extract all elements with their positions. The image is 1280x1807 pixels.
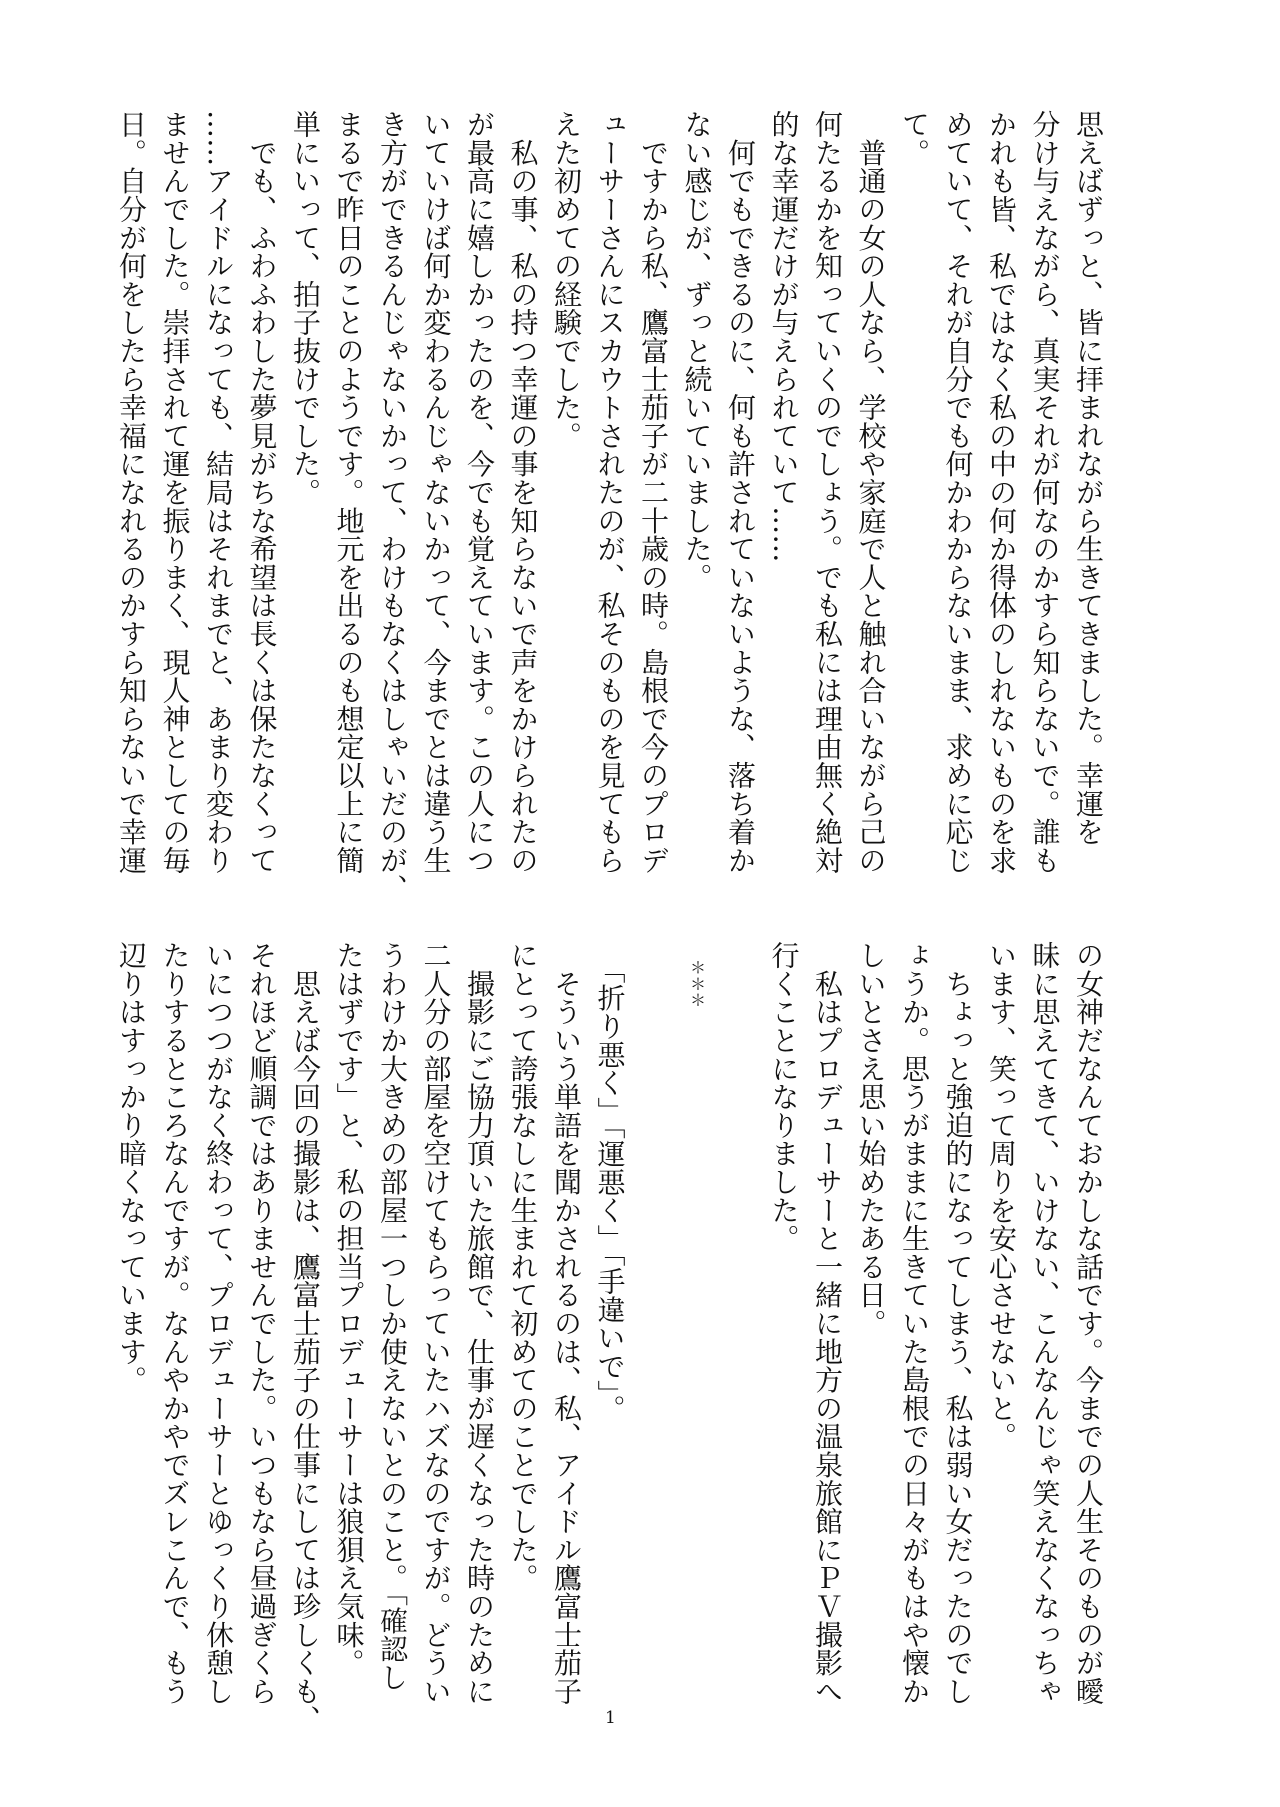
text-line: うわけか大きめの部屋一つしか使えないとのこと。「確認し [376, 941, 409, 1692]
text-line: 日。自分が何をしたら幸福になれるのかすら知らないで幸運 [115, 110, 148, 875]
text-line: 何でもできるのに、何も許されていないような、落ち着か [724, 110, 757, 875]
section-separator: ＊＊＊ [687, 959, 707, 1008]
text-line: 辺りはすっかり暗くなっています。 [115, 941, 148, 1394]
text-line: しいとさえ思い始めたある日。 [854, 941, 888, 1338]
text-line: 分け与えながら、真実それが何なのかすら知らないで。誰も [1028, 110, 1062, 875]
text-line: 的な幸運だけが与えられていて…… [767, 110, 801, 563]
text-line: いていけば何か変わるんじゃないかって、今までとは違う生 [419, 110, 453, 875]
text-line: が最高に嬉しかったのを、今でも覚えています。この人につ [463, 110, 496, 875]
blank-line [719, 941, 763, 1651]
text-line: たはずです」と、私の担当プロデューサーは狼狽え気味。 [332, 941, 366, 1677]
text-line: 私の事、私の持つ幸運の事を知らないで声をかけられたの [506, 110, 540, 875]
text-line: 何たるかを知っていくのでしょう。でも私には理由無く絶対 [811, 110, 844, 875]
text-line: めていて、それが自分でも何かわからないまま、求めに応じ [941, 110, 975, 875]
text-line: そういう単語を聞かされるのは、私、アイドル鷹富士茄子 [550, 941, 583, 1706]
text-block-bottom [110, 941, 1111, 1734]
text-line: ない感じが、ずっと続いていました。 [680, 110, 714, 592]
text-line: 思えばずっと、皆に拝まれながら生きてきました。幸運を [1072, 110, 1105, 846]
text-line: き方ができるんじゃないかって、わけもなくはしゃいだのが、 [376, 110, 409, 903]
text-line: まるで昨日のことのようです。地元を出るのも想定以上に簡 [332, 110, 366, 875]
text-line: えた初めての経験でした。 [550, 110, 583, 450]
text-line: 思えば今回の撮影は、鷹富士茄子の仕事にしては珍しくも、 [289, 941, 322, 1734]
text-line: 「折り悪く」「運悪く」「手違いで」。 [593, 941, 627, 1423]
text-line: にとって誇張なしに生まれて初めてのことでした。 [506, 941, 540, 1592]
text-line: 行くことになりました。 [767, 941, 801, 1253]
blank-line [632, 941, 676, 1651]
text-line: ューサーさんにスカウトされたのが、私そのものを見てもら [593, 110, 627, 875]
text-line: 普通の女の人なら、学校や家庭で人と触れ合いながら己の [854, 110, 888, 875]
text-line: でも、ふわふわした夢見がちな希望は長くは保たなくって [245, 110, 279, 875]
text-line: いにつつがなく終わって、プロデューサーとゆっくり休憩し [202, 941, 235, 1706]
text-line: それほど順調ではありませんでした。いつもなら昼過ぎくら [245, 941, 279, 1706]
text-line: ませんでした。崇拝されて運を振りまく、現人神としての毎 [158, 110, 192, 875]
text-line: 昧に思えてきて、いけない、こんなんじゃ笑えなくなっちゃ [1028, 941, 1062, 1706]
text-line: 単にいって、拍子抜けでした。 [289, 110, 322, 507]
page-number: 1 [605, 1708, 616, 1728]
text-line: の女神だなんておかしな話です。今までの人生そのものが曖 [1072, 941, 1105, 1706]
text-line: 私はプロデューサーと一緒に地方の温泉旅館にＰＶ撮影へ [811, 941, 844, 1706]
text-line: ちょっと強迫的になってしまう、私は弱い女だったのでし [941, 941, 975, 1706]
text-line: て。 [898, 110, 931, 167]
text-line: ですから私、鷹富士茄子が二十歳の時。島根で今のプロデ [637, 110, 670, 875]
text-line: 二人分の部屋を空けてもらっていたハズなのですが。どうい [419, 941, 453, 1706]
text-line: かれも皆、私ではなく私の中の何か得体のしれないものを求 [985, 110, 1018, 875]
text-line: たりするところなんですが。なんやかやでズレこんで、もう [158, 941, 192, 1706]
text-line: います、笑って周りを安心させないと。 [985, 941, 1018, 1451]
text-line: ょうか。思うがままに生きていた島根での日々がもはや懐か [898, 941, 931, 1706]
text-line: 撮影にご協力頂いた旅館で、仕事が遅くなった時のために [463, 941, 496, 1706]
text-line: ……アイドルになっても、結局はそれまでと、あまり変わり [202, 110, 235, 875]
text-block-top [110, 110, 1111, 903]
